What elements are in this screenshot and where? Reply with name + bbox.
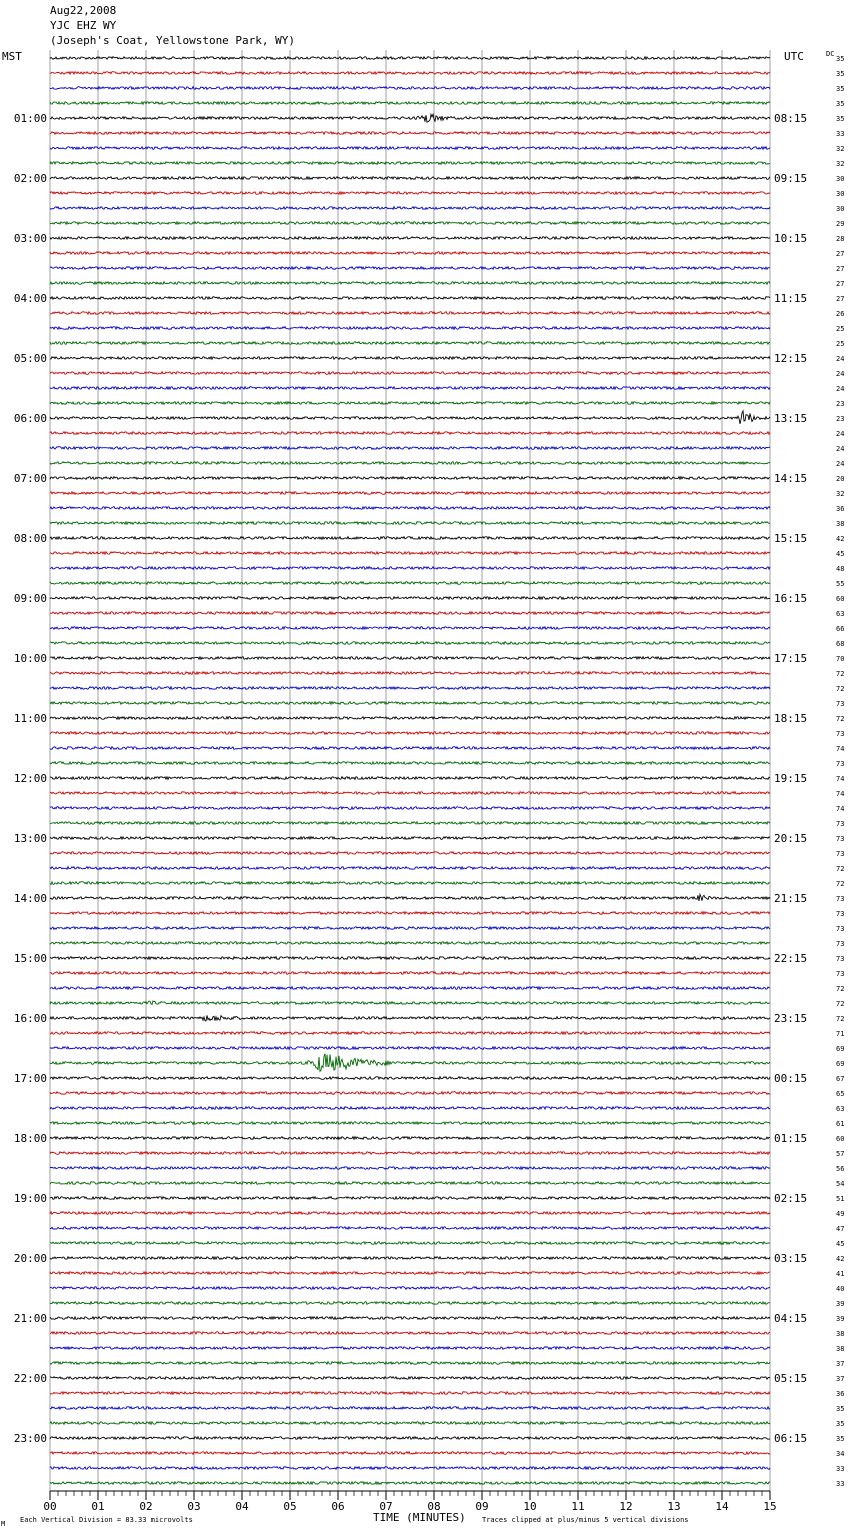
dc-offset-value: 30 [836,175,845,183]
trace-row [50,1242,770,1245]
dc-offset-value: 32 [836,145,845,153]
x-tick-label: 03 [187,1500,201,1513]
trace-row [50,402,770,405]
dc-offset-value: 72 [836,865,845,873]
x-tick-label: 13 [667,1500,681,1513]
trace-row [50,1452,770,1455]
dc-offset-value: 26 [836,310,845,318]
dc-offset-value: 73 [836,835,845,843]
utc-hour-label: 01:15 [774,1132,808,1145]
utc-hour-label: 14:15 [774,472,808,485]
trace-row [50,612,770,615]
trace-row [50,507,770,510]
trace-row [50,687,770,690]
trace-row [50,1227,770,1230]
trace-row [50,1092,770,1095]
station-code: YJC EHZ WY [50,19,117,32]
x-tick-label: 08 [427,1500,441,1513]
utc-hour-label: 22:15 [774,952,808,965]
trace-row [50,1407,770,1410]
time-axis [43,1491,776,1513]
dc-offset-value: 45 [836,550,845,558]
mst-hour-label: 01:00 [13,112,47,125]
right-timezone-label: UTC [784,50,804,63]
dc-offset-value: 49 [836,1210,845,1218]
mst-hour-label: 07:00 [13,472,47,485]
mst-hour-label: 23:00 [13,1432,47,1445]
trace-row [50,567,770,570]
utc-hour-label: 02:15 [774,1192,808,1205]
x-tick-label: 07 [379,1500,393,1513]
dc-offset-value: 72 [836,1015,845,1023]
dc-offset-value: 35 [836,1420,845,1428]
dc-offset-value: 63 [836,610,845,618]
trace-row [50,912,770,915]
dc-offset-value: 73 [836,895,845,903]
utc-hour-label: 06:15 [774,1432,808,1445]
dc-offset-value: 25 [836,340,845,348]
station-location: (Joseph's Coat, Yellowstone Park, WY) [50,34,296,47]
x-tick-label: 10 [523,1500,537,1513]
trace-row [50,114,770,122]
trace-row [50,312,770,315]
trace-row [50,411,770,424]
trace-row [50,1015,770,1021]
trace-row [50,792,770,795]
trace-row [50,882,770,885]
dc-offset-value: 72 [836,685,845,693]
mst-hour-label: 16:00 [13,1012,47,1025]
trace-row [50,1257,770,1260]
mst-hour-label: 22:00 [13,1372,47,1385]
trace-row [50,207,770,210]
mst-hour-label: 02:00 [13,172,47,185]
dc-offset-value: 73 [836,700,845,708]
dc-offset-value: 47 [836,1225,845,1233]
dc-offset-value: 30 [836,190,845,198]
trace-row [50,777,770,780]
x-tick-label: 05 [283,1500,297,1513]
trace-row [50,162,770,165]
trace-row [50,1317,770,1320]
mst-hour-label: 19:00 [13,1192,47,1205]
x-tick-label: 12 [619,1500,633,1513]
x-tick-label: 04 [235,1500,249,1513]
dc-offset-value: 55 [836,580,845,588]
dc-offset-value: 69 [836,1045,845,1053]
seismic-traces [50,57,770,1485]
mst-hour-label: 21:00 [13,1312,47,1325]
trace-row [50,1001,770,1005]
trace-row [50,447,770,450]
dc-offset-value: 56 [836,1165,845,1173]
trace-row [50,72,770,75]
dc-offset-value: 57 [836,1150,845,1158]
dc-offset-value: 71 [836,1030,845,1038]
mst-hour-label: 15:00 [13,952,47,965]
trace-row [50,747,770,750]
trace-row [50,102,770,105]
x-tick-label: 06 [331,1500,345,1513]
mst-hour-label: 09:00 [13,592,47,605]
trace-row [50,1167,770,1170]
utc-hour-label: 03:15 [774,1252,808,1265]
trace-row [50,342,770,345]
trace-row [50,1467,770,1470]
trace-row [50,237,770,240]
trace-row [50,987,770,990]
corner-mark: M [1,1520,6,1528]
mst-hour-label: 18:00 [13,1132,47,1145]
dc-offset-value: 35 [836,70,845,78]
trace-row [50,1362,770,1365]
dc-offset-value: 35 [836,100,845,108]
dc-offset-value: 37 [836,1360,845,1368]
plot-date: Aug22,2008 [50,4,117,17]
dc-offset-value: 35 [836,115,845,123]
trace-row [50,1122,770,1125]
trace-row [50,492,770,495]
utc-hour-label: 17:15 [774,652,808,665]
dc-offset-value: 27 [836,250,845,258]
dc-offset-value: 27 [836,280,845,288]
trace-row [50,972,770,975]
mst-hour-label: 12:00 [13,772,47,785]
trace-row [50,1077,770,1080]
dc-offset-value: 60 [836,1135,845,1143]
trace-row [50,836,770,839]
dc-offset-value: 74 [836,790,845,798]
trace-row [50,387,770,390]
trace-row [50,432,770,435]
trace-row [50,1347,770,1350]
mst-hour-label: 05:00 [13,352,47,365]
trace-row [50,222,770,225]
x-tick-label: 00 [43,1500,57,1513]
dc-offset-value: 69 [836,1060,845,1068]
trace-row [50,852,770,855]
dc-offset-value: 73 [836,820,845,828]
dc-offset-value: 24 [836,460,845,468]
dc-column-label: DC [826,50,835,58]
dc-offset-value: 72 [836,880,845,888]
dc-offset-value: 61 [836,1120,845,1128]
utc-hour-label: 13:15 [774,412,808,425]
utc-hour-label: 18:15 [774,712,808,725]
dc-offset-value: 25 [836,325,845,333]
dc-offset-value: 72 [836,715,845,723]
dc-offset-value: 38 [836,1330,845,1338]
clip-note: Traces clipped at plus/minus 5 vertical divisions [482,1516,689,1524]
dc-offset-value: 68 [836,640,845,648]
utc-hour-label: 08:15 [774,112,808,125]
dc-offset-value: 23 [836,415,845,423]
trace-row [50,522,770,525]
utc-hour-label: 20:15 [774,832,808,845]
trace-row [50,1032,770,1035]
dc-offset-value: 24 [836,430,845,438]
x-axis-title: TIME (MINUTES) [373,1511,466,1524]
trace-row [50,462,770,465]
trace-row [50,147,770,150]
trace-row [50,132,770,135]
dc-offset-value: 35 [836,55,845,63]
trace-row [50,894,770,901]
x-tick-label: 02 [139,1500,153,1513]
trace-row [50,822,770,825]
trace-row [50,252,770,255]
left-timezone-label: MST [2,50,22,63]
trace-row [50,657,770,660]
trace-row [50,957,770,960]
dc-offset-value: 27 [836,295,845,303]
trace-row [50,1332,770,1335]
trace-row [50,582,770,585]
dc-offset-value: 33 [836,1465,845,1473]
trace-row [50,732,770,735]
trace-row [50,702,770,705]
time-gridlines [50,50,770,1491]
trace-row [50,1107,770,1110]
trace-row [50,1377,770,1380]
dc-offset-value: 24 [836,445,845,453]
trace-row [50,867,770,870]
dc-offset-value: 72 [836,985,845,993]
mst-hour-label: 13:00 [13,832,47,845]
trace-row [50,552,770,555]
trace-row [50,537,770,540]
dc-offset-value: 33 [836,130,845,138]
trace-row [50,1392,770,1395]
trace-row [50,327,770,330]
utc-hour-label: 05:15 [774,1372,808,1385]
mst-hour-label: 14:00 [13,892,47,905]
mst-hour-label: 17:00 [13,1072,47,1085]
dc-offset-value: 63 [836,1105,845,1113]
trace-row [50,267,770,270]
trace-row [50,357,770,360]
dc-offset-value: 24 [836,370,845,378]
trace-row [50,1197,770,1200]
mst-hour-label: 06:00 [13,412,47,425]
dc-offset-value: 40 [836,1285,845,1293]
utc-hour-label: 19:15 [774,772,808,785]
trace-row [50,1272,770,1275]
dc-offset-value: 66 [836,625,845,633]
dc-offset-value: 74 [836,745,845,753]
trace-row [50,1212,770,1215]
dc-offset-value: 34 [836,1450,845,1458]
x-tick-label: 15 [763,1500,777,1513]
dc-offset-value: 73 [836,760,845,768]
dc-offset-value: 41 [836,1270,845,1278]
dc-offset-value: 24 [836,385,845,393]
dc-offset-value: 39 [836,1315,845,1323]
dc-offset-value: 54 [836,1180,845,1188]
dc-offset-value: 33 [836,1480,845,1488]
dc-offset-value: 30 [836,205,845,213]
mst-hour-label: 11:00 [13,712,47,725]
dc-offset-value: 74 [836,775,845,783]
mst-hour-label: 03:00 [13,232,47,245]
trace-row [50,57,770,60]
utc-hour-label: 00:15 [774,1072,808,1085]
dc-offset-value: 32 [836,490,845,498]
trace-row [50,717,770,720]
dc-offset-value: 35 [836,1435,845,1443]
trace-row [50,1047,770,1050]
dc-offset-value: 32 [836,160,845,168]
utc-hour-label: 12:15 [774,352,808,365]
dc-offset-value: 45 [836,1240,845,1248]
dc-offset-value: 39 [836,1300,845,1308]
trace-row [50,927,770,930]
dc-offset-value: 73 [836,955,845,963]
dc-offset-value: 73 [836,940,845,948]
dc-offset-value: 28 [836,235,845,243]
trace-row [50,762,770,765]
trace-row [50,1287,770,1290]
trace-row [50,672,770,675]
dc-offset-value: 38 [836,1345,845,1353]
trace-row [50,642,770,645]
trace-row [50,627,770,630]
dc-offset-value: 48 [836,565,845,573]
trace-row [50,1422,770,1425]
x-tick-label: 01 [91,1500,105,1513]
dc-offset-value: 37 [836,1375,845,1383]
dc-offset-value: 36 [836,1390,845,1398]
utc-hour-label: 09:15 [774,172,808,185]
dc-offset-value: 27 [836,265,845,273]
dc-offset-value: 73 [836,910,845,918]
mst-hour-label: 04:00 [13,292,47,305]
trace-row [50,87,770,90]
dc-offset-value: 36 [836,505,845,513]
dc-offset-value: 73 [836,850,845,858]
trace-row [50,1302,770,1305]
mst-hour-label: 08:00 [13,532,47,545]
utc-hour-label: 11:15 [774,292,808,305]
trace-row [50,1137,770,1140]
dc-offset-value: 20 [836,475,845,483]
trace-row [50,282,770,285]
x-tick-label: 09 [475,1500,489,1513]
dc-offset-value: 65 [836,1090,845,1098]
scale-note: Each Vertical Division = 83.33 microvolts [20,1516,193,1524]
dc-offset-value: 74 [836,805,845,813]
trace-row [50,1182,770,1185]
dc-offset-value: 72 [836,1000,845,1008]
trace-row [50,597,770,600]
dc-offset-value: 38 [836,520,845,528]
trace-row [50,1482,770,1485]
x-tick-label: 14 [715,1500,729,1513]
trace-row [50,297,770,300]
trace-row [50,942,770,945]
trace-row [50,1152,770,1155]
dc-offset-value: 35 [836,85,845,93]
dc-offset-value: 72 [836,670,845,678]
dc-offset-value: 73 [836,970,845,978]
mst-hour-label: 10:00 [13,652,47,665]
trace-row [50,1054,770,1072]
utc-hour-label: 23:15 [774,1012,808,1025]
dc-offset-value: 60 [836,595,845,603]
dc-offset-value: 73 [836,925,845,933]
dc-offset-value: 29 [836,220,845,228]
utc-hour-label: 21:15 [774,892,808,905]
dc-offset-value: 67 [836,1075,845,1083]
trace-row [50,372,770,375]
utc-hour-label: 16:15 [774,592,808,605]
dc-offset-value: 23 [836,400,845,408]
dc-offset-value: 51 [836,1195,845,1203]
utc-hour-label: 04:15 [774,1312,808,1325]
trace-row [50,177,770,180]
trace-row [50,192,770,195]
dc-offset-value: 42 [836,1255,845,1263]
x-tick-label: 11 [571,1500,585,1513]
utc-hour-label: 15:15 [774,532,808,545]
trace-row [50,477,770,480]
utc-hour-label: 10:15 [774,232,808,245]
trace-row [50,1437,770,1440]
dc-offset-value: 35 [836,1405,845,1413]
dc-offset-value: 42 [836,535,845,543]
trace-row [50,807,770,810]
dc-offset-value: 24 [836,355,845,363]
dc-offset-value: 73 [836,730,845,738]
dc-offset-value: 70 [836,655,845,663]
mst-hour-label: 20:00 [13,1252,47,1265]
